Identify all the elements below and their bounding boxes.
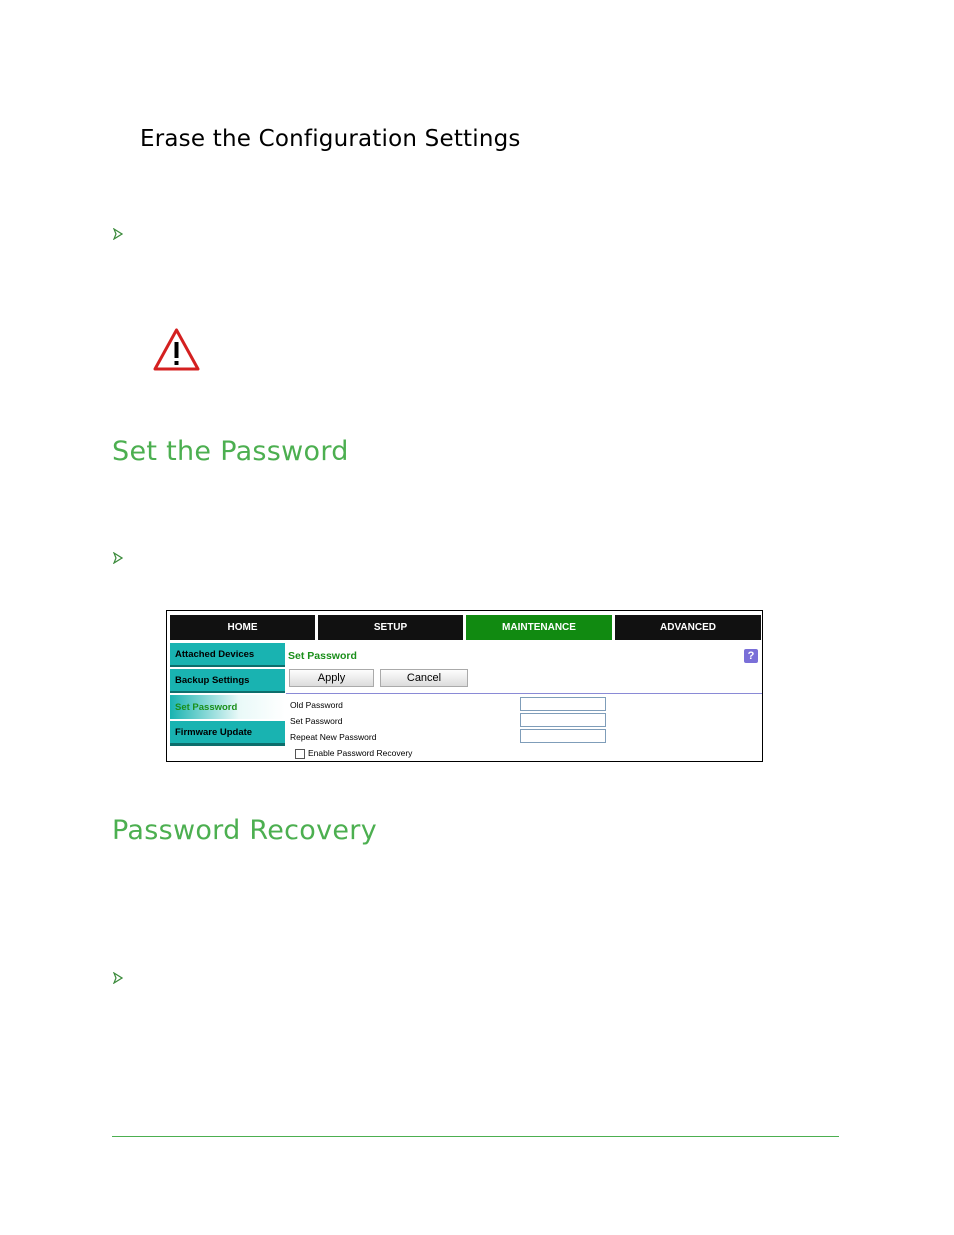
set-password-label: Set Password xyxy=(290,716,343,726)
arrow-bullet-icon xyxy=(113,552,123,564)
repeat-password-field[interactable] xyxy=(520,729,606,743)
arrow-bullet-icon xyxy=(113,972,123,984)
page-title: Set Password xyxy=(288,650,357,662)
tab-home[interactable]: HOME xyxy=(170,615,315,640)
cancel-button[interactable]: Cancel xyxy=(380,669,468,687)
set-password-field[interactable] xyxy=(520,713,606,727)
tab-maintenance[interactable]: MAINTENANCE xyxy=(466,615,612,640)
tab-setup[interactable]: SETUP xyxy=(318,615,463,640)
arrow-bullet-icon xyxy=(113,228,123,240)
password-recovery-label: Enable Password Recovery xyxy=(308,748,413,758)
router-ui-screenshot xyxy=(166,610,763,762)
old-password-label: Old Password xyxy=(290,700,343,710)
section-heading-erase: Erase the Configuration Settings xyxy=(140,126,521,152)
tab-advanced[interactable]: ADVANCED xyxy=(615,615,761,640)
section-heading-password-recovery: Password Recovery xyxy=(112,815,377,846)
sidebar-item-attached-devices[interactable]: Attached Devices xyxy=(170,643,285,667)
sidebar-item-set-password[interactable]: Set Password xyxy=(170,695,285,719)
password-recovery-checkbox[interactable] xyxy=(295,749,305,759)
sidebar-item-firmware-update[interactable]: Firmware Update xyxy=(170,721,285,745)
sidebar-item-backup-settings[interactable]: Backup Settings xyxy=(170,669,285,693)
content-divider xyxy=(286,693,762,694)
footer-rule xyxy=(112,1136,839,1137)
help-icon[interactable]: ? xyxy=(744,649,758,663)
old-password-field[interactable] xyxy=(520,697,606,711)
repeat-password-label: Repeat New Password xyxy=(290,732,377,742)
sidebar-divider xyxy=(170,744,285,746)
section-heading-set-password: Set the Password xyxy=(112,436,349,467)
apply-button[interactable]: Apply xyxy=(289,669,374,687)
warning-icon xyxy=(152,327,201,372)
